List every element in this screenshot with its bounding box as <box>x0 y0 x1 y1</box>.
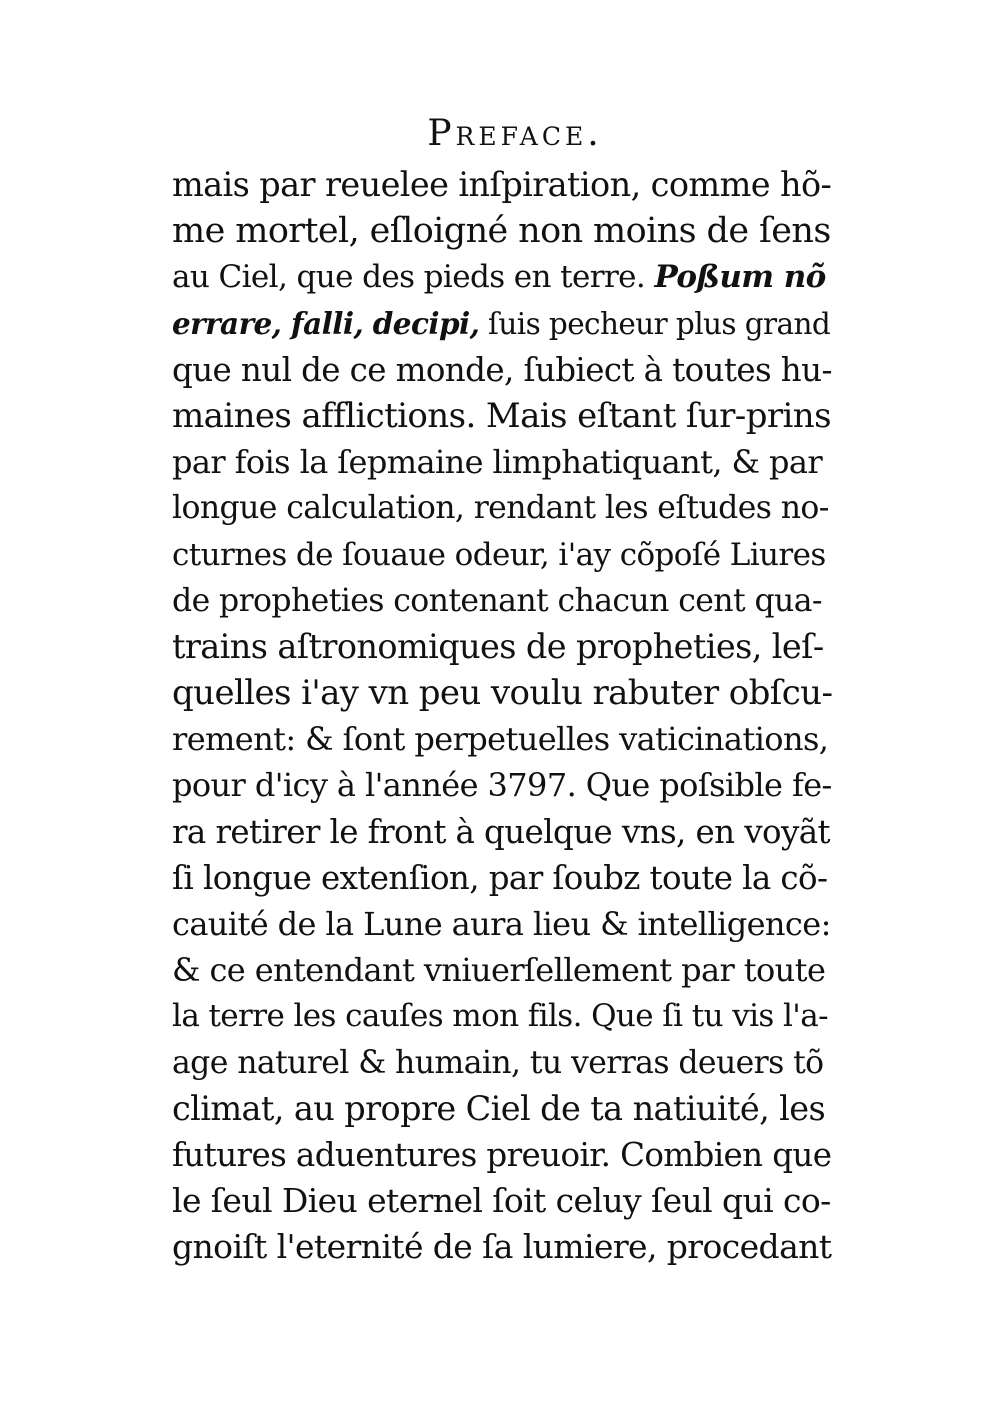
text-line-11: trains aſtronomiques de propheties, leſ- <box>172 626 824 666</box>
text-line-12: quelles i'ay vn peu voulu rabuter obſcu- <box>172 673 833 714</box>
text-line-9: cturnes de ſouaue odeur, i'ay cõpoſé Liures <box>172 536 826 573</box>
text-line-14: pour d'icy à l'année 3797. Que poſsible fe- <box>172 766 832 805</box>
text-line-13: rement: & ſont perpetuelles vaticinations, <box>172 720 829 759</box>
text-line-15: ra retirer le front à quelque vns, en voyãt <box>172 812 830 851</box>
text-line-4-roman: ſuis pecheur plus grand <box>488 306 831 341</box>
text-line-21: climat, au propre Ciel de ta natiuité, les <box>172 1088 826 1128</box>
text-block <box>172 162 832 1271</box>
text-line-7: par fois la ſepmaine limphatiquant, & par <box>172 443 823 482</box>
text-line-1: mais par reuelee inſpiration, comme hõ- <box>172 165 832 204</box>
text-line-20: age naturel & humain, tu verras deuers tõ <box>172 1044 824 1081</box>
text-line-3 <box>172 254 832 300</box>
text-line-3-roman: au Ciel, que des pieds en terre. <box>172 259 646 296</box>
text-line-10: de propheties contenant chacun cent qua- <box>172 582 822 619</box>
running-head: Preface. <box>427 113 603 154</box>
text-line-8: longue calculation, rendant les eſtudes no- <box>172 490 829 527</box>
text-line-18: & ce entendant vniuerſellement par toute <box>172 951 826 990</box>
text-line-4 <box>172 301 832 347</box>
text-line-23: le ſeul Dieu eternel ſoit celuy ſeul qui co- <box>172 1181 831 1221</box>
text-line-17: cauité de la Lune aura lieu & intelligence: <box>172 905 831 943</box>
text-line-6: maines afflictions. Mais eſtant ſur-prins <box>172 395 831 436</box>
text-line-22: futures aduentures preuoir. Combien que <box>172 1135 832 1174</box>
text-line-16: ſi longue extenſion, par ſoubz toute la cõ- <box>172 858 828 897</box>
latin-phrase-start: Poßum nõ <box>654 259 826 296</box>
latin-phrase-end: errare, falli, decipi, <box>172 305 480 341</box>
text-line-5: que nul de ce monde, ſubiect à toutes hu- <box>172 350 832 389</box>
text-line-2: me mortel, eſloigné non moins de ſens <box>172 211 831 252</box>
text-line-24: gnoiſt l'eternité de ſa lumiere, procedant <box>172 1227 832 1267</box>
text-line-19: la terre les cauſes mon fils. Que ſi tu vis l'a- <box>172 998 828 1035</box>
